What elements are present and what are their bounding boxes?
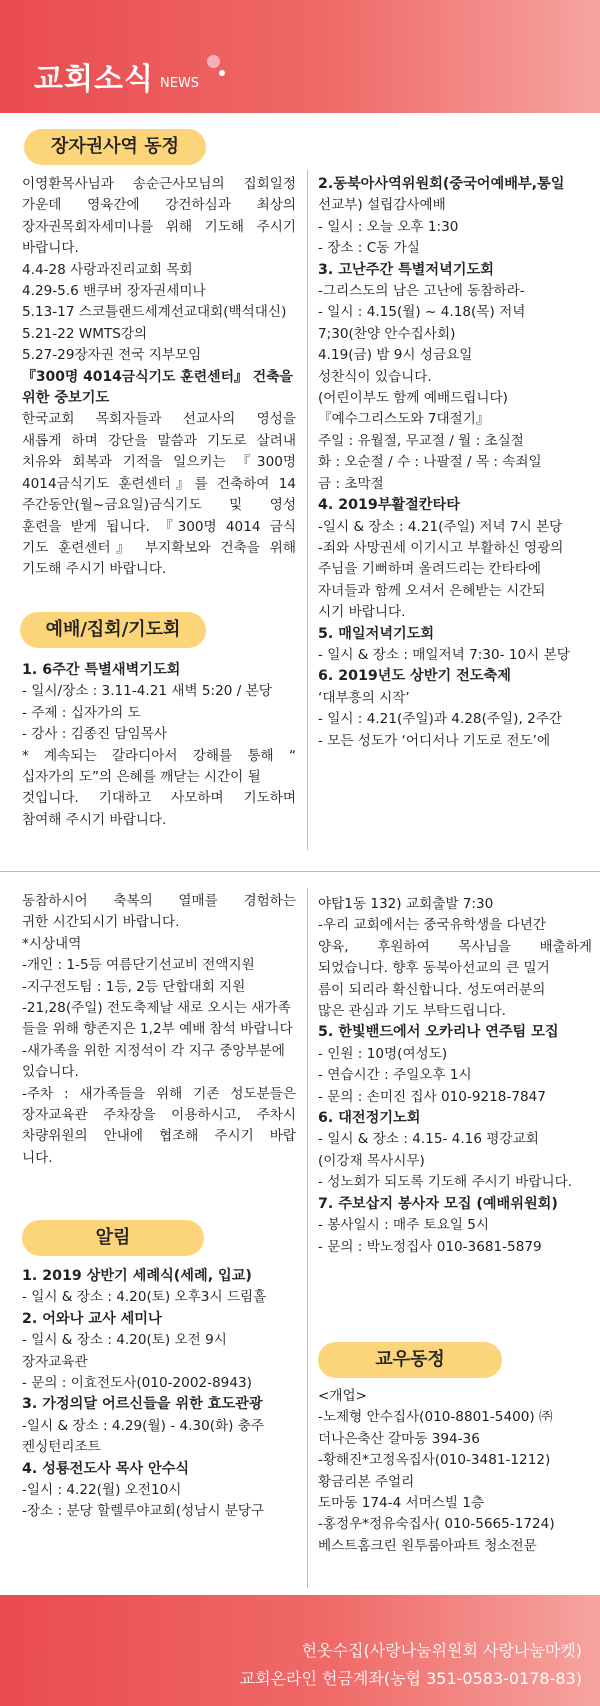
text-line: - 장소 : C동 가실 [318, 240, 420, 257]
text-line: 5.13-17 스코틀랜드세계선교대회(백석대신) [22, 304, 287, 321]
text-line: 가운데 영육간에 강건하심과 최상의 [22, 197, 296, 214]
item-heading: 1. 6주간 특별새벽기도회 [22, 662, 181, 678]
item-heading: 5. 매일저녁기도회 [318, 625, 435, 642]
text-line: 화 : 오순절 / 수 : 나팔절 / 목 : 속죄일 [318, 454, 542, 471]
text-line: 7;30(찬양 안수집사회) [318, 325, 456, 342]
decorative-dot-icon [207, 55, 220, 68]
notice-content [22, 1266, 296, 1523]
text-line: 것입니다. 기대하고 사모하며 기도하며 [22, 790, 296, 807]
text-line: 4.19(금) 밤 9시 성금요일 [318, 347, 473, 364]
column-divider [307, 170, 308, 850]
text-line: 더나은축산 갈마동 394-36 [318, 1430, 480, 1447]
worship-content-continued [318, 174, 592, 752]
text-line: 바랍니다. [22, 240, 79, 257]
text-line: 들을 위해 향존지은 1,2부 예배 참석 바랍니다 [22, 1021, 293, 1038]
text-line: 주일 : 유월절, 무교절 / 월 : 초실절 [318, 432, 524, 449]
item-heading: 2. 어와나 교사 세미나 [22, 1310, 162, 1327]
section-divider [0, 871, 600, 872]
text-line: *시상내역 [22, 935, 82, 952]
column-divider [307, 888, 308, 1588]
text-line: 치유와 회복과 기적을 일으키는 『300명 [22, 454, 296, 471]
text-line: 한국교회 목회자들과 선교사의 영성을 [22, 411, 296, 428]
item-heading: 위한 중보기도 [22, 390, 110, 407]
text-line: -노제형 안수집사(010-8801-5400) ㈜ [318, 1409, 553, 1426]
text-line: - 일시/장소 : 3.11-4.21 새벽 5:20 / 본당 [22, 683, 272, 700]
item-heading: 7. 주보삽지 봉사자 모집 (예배위원회) [318, 1195, 558, 1212]
text-line: -주차 : 새가족들을 위해 기존 성도분들은 [22, 1085, 296, 1102]
text-line: 4014금식기도 훈련센터』를 건축하여 14 [22, 475, 296, 492]
item-heading: 『300명 4014금식기도 훈련센터』 건축을 [22, 368, 293, 385]
text-line: 황금리본 주얼리 [318, 1473, 415, 1490]
text-line: - 연습시간 : 주일오후 1시 [318, 1067, 472, 1084]
text-line: 성찬식이 있습니다. [318, 368, 432, 385]
text-line: -21,28(주일) 전도축제날 새로 오시는 새가족 [22, 1000, 291, 1017]
text-line: - 모든 성도가 ‘어디서나 기도로 전도’에 [318, 732, 551, 749]
item-heading: 5. 한빛밴드에서 오카리나 연주팀 모집 [318, 1024, 559, 1041]
text-line: -장소 : 분당 할렐루야교회(성남시 분당구 [22, 1503, 265, 1520]
text-line: 시기 바랍니다. [318, 604, 406, 621]
text-line: -그리스도의 남은 고난에 동참하라- [318, 283, 525, 300]
text-line: (이강재 목사시무) [318, 1152, 425, 1169]
text-line: -우리 교회에서는 중국유학생을 다년간 [318, 917, 546, 934]
text-line: 베스트홈크린 원투룸아파트 청소전문 [318, 1537, 537, 1554]
jangja-content [22, 174, 296, 581]
text-line: 기도 훈련센터』 부지확보와 건축을 위해 [22, 539, 296, 556]
text-line: 장자교육관 [22, 1353, 88, 1370]
item-heading: 6. 대전정기노회 [318, 1110, 421, 1127]
header-banner [0, 0, 600, 113]
text-line: 되었습니다. 향후 동북아선교의 큰 밀거 [318, 960, 550, 977]
text-line: <개업> [318, 1388, 368, 1404]
text-line: - 일시 : 4.21(주일)과 4.28(주일), 2주간 [318, 711, 562, 728]
item-heading: 2.동북아사역위원회(중국어예배부,통일 [318, 176, 565, 192]
footer-clothes-collection: 헌옷수집(사랑나눔위원회 사랑나눔마켓) [301, 1641, 582, 1660]
text-line: -개인 : 1-5등 여름단기선교비 전액지원 [22, 957, 255, 974]
text-line: 있습니다. [22, 1064, 79, 1081]
text-line: - 일시 & 장소 : 매일저녁 7:30- 10시 본당 [318, 646, 570, 663]
evangelism-content [22, 891, 296, 1169]
notice-content-continued [318, 894, 592, 1258]
page-subtitle: NEWS [160, 76, 200, 91]
text-line: 『예수그리스도와 7대절기』 [318, 411, 490, 428]
text-line: 자녀들과 함께 오셔서 은혜받는 시간되 [318, 582, 546, 599]
text-line: - 주제 : 십자가의 도 [22, 704, 141, 721]
text-line: - 일시 : 오늘 오후 1:30 [318, 218, 459, 235]
text-line: 기도해 주시기 바랍니다. [22, 561, 167, 578]
text-line: 이영환목사님과 송순근사모님의 집회일정 [22, 176, 296, 192]
text-line: - 일시 & 장소 : 4.20(토) 오전 9시 [22, 1332, 227, 1349]
text-line: 름이 되리라 확신합니다. 성도여러분의 [318, 981, 546, 998]
text-line: 도마동 174-4 서머스빌 1층 [318, 1495, 485, 1512]
item-heading: 1. 2019 상반기 세례식(세례, 입교) [22, 1268, 252, 1284]
text-line: 켄싱턴리조트 [22, 1439, 101, 1456]
text-line: ‘대부흥의 시작’ [318, 689, 410, 706]
text-line: - 성노회가 되도록 기도해 주시기 바랍니다. [318, 1174, 573, 1191]
decorative-dot-small-icon [219, 70, 225, 76]
text-line: -죄와 사망권세 이기시고 부활하신 영광의 [318, 539, 564, 556]
text-line: - 일시 & 장소 : 4.20(토) 오후3시 드림홀 [22, 1289, 267, 1306]
text-line: 십자가의 도”의 은혜를 깨닫는 시간이 될 [22, 769, 261, 786]
text-line: 차량위원의 안내에 협조해 주시기 바랍 [22, 1128, 296, 1145]
text-line: 훈련을 받게 됩니다. 『300명 4014 금식 [22, 518, 296, 535]
text-line: - 문의 : 박노정집사 010-3681-5879 [318, 1238, 542, 1255]
text-line: 주간동안(월~금요일)금식기도 및 영성 [22, 497, 296, 514]
item-heading: 3. 가정의달 어르신들을 위한 효도관광 [22, 1396, 263, 1413]
item-heading: 3. 고난주간 특별저녁기도회 [318, 261, 494, 278]
text-line: 5.27-29장자권 전국 지부모임 [22, 347, 202, 364]
section-title-members: 교우동정 [318, 1342, 502, 1378]
item-heading: 6. 2019년도 상반기 전도축제 [318, 668, 511, 685]
text-line: - 강사 : 김종진 담임목사 [22, 726, 167, 743]
text-line: -일시 : 4.22(월) 오전10시 [22, 1482, 182, 1499]
text-line: 많은 관심과 기도 부탁드립니다. [318, 1003, 506, 1020]
text-line: -새가족을 위한 지정석이 각 지구 중앙부분에 [22, 1042, 285, 1059]
text-line: 4.4-28 사랑과진리교회 목회 [22, 261, 193, 278]
text-line: -일시 & 장소 : 4.21(주일) 저녁 7시 본당 [318, 518, 563, 535]
text-line: 귀한 시간되시기 바랍니다. [22, 914, 180, 931]
text-line: 동참하시어 축복의 열매를 경험하는 [22, 893, 296, 909]
text-line: - 일시 & 장소 : 4.15- 4.16 평강교회 [318, 1131, 539, 1148]
text-line: 4.29-5.6 밴쿠버 장자권세미나 [22, 283, 206, 300]
text-line: -홍정우*정유숙집사( 010-5665-1724) [318, 1516, 555, 1533]
text-line: 새롭게 하며 강단을 말씀과 기도로 살려내 [22, 432, 296, 449]
text-line: (어린이부도 함께 예배드립니다) [318, 390, 508, 407]
text-line: 니다. [22, 1149, 53, 1166]
section-title-jangja: 장자권사역 동정 [24, 129, 206, 165]
footer-banner [0, 1595, 600, 1706]
text-line: - 문의 : 이효전도사(010-2002-8943) [22, 1375, 252, 1392]
section-title-worship: 예배/집회/기도회 [20, 612, 206, 648]
text-line: 장자교육관 주차장을 이용하시고, 주차시 [22, 1107, 296, 1124]
section-title-notice: 알림 [22, 1220, 204, 1256]
text-line: 야탑1동 132) 교회출발 7:30 [318, 896, 494, 912]
text-line: 선교부) 설립감사예배 [318, 197, 446, 214]
text-line: 양육, 후원하여 목사님을 배출하게 [318, 938, 592, 955]
text-line: 참여해 주시기 바랍니다. [22, 811, 167, 828]
text-line: 주님을 기뻐하며 올려드리는 칸타타에 [318, 561, 542, 578]
item-heading: 4. 2019부활절칸타타 [318, 497, 460, 514]
text-line: - 문의 : 손미진 집사 010-9218-7847 [318, 1088, 546, 1105]
worship-content [22, 660, 296, 831]
text-line: -일시 & 장소 : 4.29(월) - 4.30(화) 충주 [22, 1417, 265, 1434]
text-line: 금 : 초막절 [318, 475, 384, 492]
text-line: 5.21-22 WMTS강의 [22, 325, 148, 342]
text-line: - 일시 : 4.15(월) ~ 4.18(목) 저녁 [318, 304, 526, 321]
item-heading: 4. 성룡전도사 목사 안수식 [22, 1460, 190, 1477]
text-line: -지구전도팀 : 1등, 2등 단합대회 지원 [22, 978, 246, 995]
text-line: * 계속되는 갈라디아서 강해를 통해 “ [22, 747, 296, 764]
page-title: 교회소식 [34, 62, 154, 97]
text-line: - 인원 : 10명(여성도) [318, 1045, 448, 1062]
footer-offering-account: 교회온라인 헌금계좌(농협 351-0583-0178-83) [239, 1669, 582, 1688]
text-line: -황해진*고정옥집사(010-3481-1212) [318, 1452, 551, 1469]
text-line: 장자권목회자세미나를 위해 기도해 주시기 [22, 218, 296, 235]
text-line: - 봉사일시 : 매주 토요일 5시 [318, 1217, 490, 1234]
members-content [318, 1386, 592, 1557]
